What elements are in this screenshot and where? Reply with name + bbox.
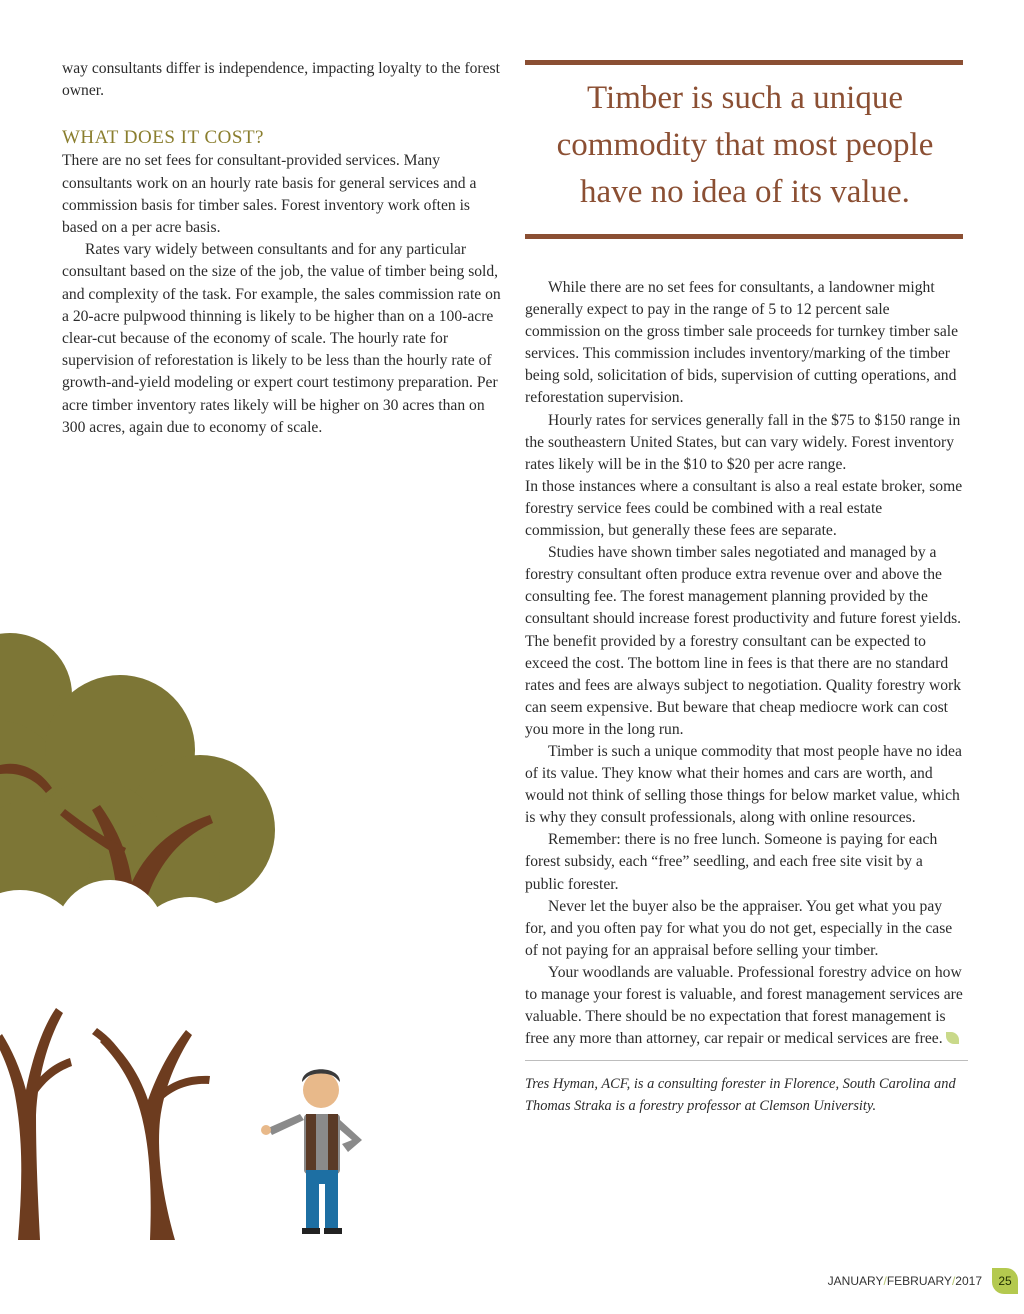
right-paragraph-3: In those instances where a consultant is also a real estate broker, some forestry service fees could be combined with a real estate commission, but generally these fees are separate. [525,477,963,540]
section-heading: WHAT DOES IT COST? [62,127,264,149]
right-paragraph-7: Never let the buyer also be the appraiser. You get what you pay for, and you often pay for what you do not get, especially in the case of not paying for an appraisal before selling your timber. [525,897,953,959]
footer-month-2: FEBRUARY [886,1274,952,1288]
author-bio: Tres Hyman, ACF, is a consulting forester in Florence, South Carolina and Thomas Straka is a forestry professor at Clemson University. [525,1076,956,1115]
pull-quote: Timber is such a unique commodity that most people have no idea of its value. [556,80,934,210]
footer-slash-2: / [951,1274,956,1288]
right-paragraph-1: While there are no set fees for consultants, a landowner might generally expect to pay in the range of 5 to 12 percent sale commission on the gross timber sale proceeds for turnkey timber sale services. This commission includes inventory/marking of the timber being sold, solicitation of bids, supervision of cutting operations, and reforestation supervision. [525,279,959,407]
left-paragraph-2: Rates vary widely between consultants and for any particular consultant based on the size of the job, the value of timber being sold, and complexity of the task. For example, the sales commission rate on a 20-acre pulpwood thinning is likely to be higher than on a 100-acre clear-cut because of the economy of scale. The hourly rate for supervision of reforestation is likely to be less than the hourly rate of growth-and-yield modeling or expert court testimony preparation. Per acre timber inventory rates likely will be higher on 30 acres than on 300 acres, again due to economy of scale. [62,241,501,436]
right-body [525,277,965,1050]
right-paragraph-8-text: Your woodlands are valuable. Professional forestry advice on how to manage your forest is valuable, and forest management services are valuable. There should be no expectation that forest management is free any more than attorney, car repair or medical services are free. [525,963,963,1048]
pull-quote-top-rule [525,60,963,65]
right-paragraph-8 [525,962,965,1050]
right-paragraph-6: Remember: there is no free lunch. Someone is paying for each forest subsidy, each “free” seedling, and each free site visit by a public forester. [525,831,938,893]
right-column [525,60,965,1132]
pull-quote-bottom-rule [525,234,963,239]
left-paragraph-1: There are no set fees for consultant-provided services. Many consultants work on an hourly rate basis for general services and a commission basis for timber sales. Forest inventory work often is based on a per acre basis. [62,152,477,237]
person-figure [261,1069,362,1234]
white-canopy [0,880,295,1095]
trees-illustration [0,620,420,1250]
leaf-end-mark-icon [946,1032,959,1044]
right-paragraph-5: Timber is such a unique commodity that most people have no idea of its value. They know what their homes and cars are worth, and would not think of selling those things for below market value, which is why they consult professionals, along with online resources. [525,742,962,827]
left-column [62,58,508,439]
footer-month-1: JANUARY [827,1274,884,1288]
right-paragraph-2: Hourly rates for services generally fall in the $75 to $150 range in the southeastern United States, but can vary widely. Forest inventory rates likely will be in the $10 to $20 per acre range. [525,411,961,473]
footer-year: 2017 [955,1274,982,1288]
footer-slash-1: / [883,1274,887,1288]
page-number: 25 [998,1274,1012,1288]
right-paragraph-4: Studies have shown timber sales negotiated and managed by a forestry consultant often produce extra revenue over and above the consulting fee. The forest management planning provided by the consultant should increase forest productivity and future forest yields. The benefit provided by a forestry consultant can be expected to exceed the cost. The bottom line in fees is that there are no standard rates and fees are always subject to negotiation. Quality forestry work can seem expensive. But beware that cheap mediocre work can cost you more in the long run. [525,544,962,738]
page-number-badge [992,1268,1018,1294]
page-footer [828,1268,1018,1294]
bio-divider [525,1060,968,1061]
intro-continuation: way consultants differ is independence, impacting loyalty to the forest owner. [62,60,500,100]
